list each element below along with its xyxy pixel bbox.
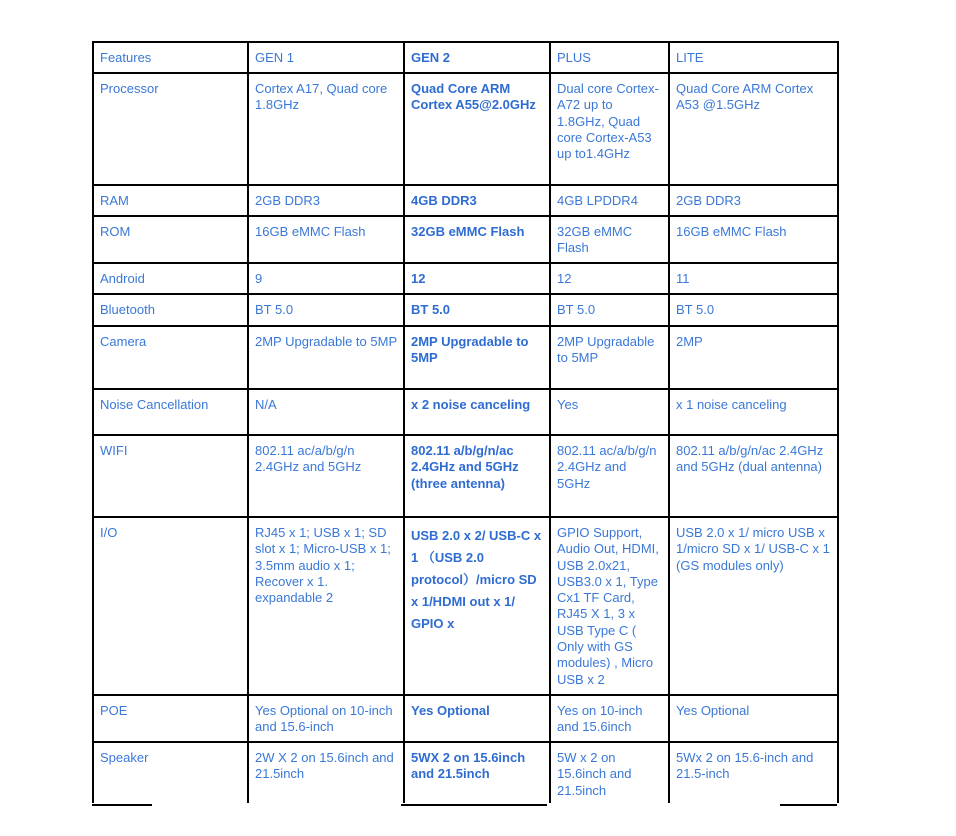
lite-cell: 2GB DDR3 (669, 185, 838, 216)
gen2-cell: 32GB eMMC Flash (404, 216, 550, 263)
lite-cell: 11 (669, 263, 838, 294)
lite-cell: Quad Core ARM Cortex A53 @1.5GHz (669, 73, 838, 185)
lite-cell: USB 2.0 x 1/ micro USB x 1/micro SD x 1/ USB-C x 1 (GS modules only) (669, 517, 838, 695)
table-row-ram (93, 185, 838, 216)
lite-cell: 16GB eMMC Flash (669, 216, 838, 263)
table-row-camera (93, 326, 838, 389)
table-row-android (93, 263, 838, 294)
gen1-cell: 16GB eMMC Flash (248, 216, 404, 263)
plus-cell: Yes on 10-inch and 15.6inch (550, 695, 669, 742)
lite-cell: BT 5.0 (669, 294, 838, 326)
feature-cell: RAM (93, 185, 248, 216)
plus-cell: GPIO Support, Audio Out, HDMI, USB 2.0x21, USB3.0 x 1, Type Cx1 TF Card, RJ45 X 1, 3 x USB Type C ( Only with GS modules) , Micro USB x 2 (550, 517, 669, 695)
gen1-cell: 9 (248, 263, 404, 294)
table-bottom-rule-left (92, 804, 152, 806)
gen1-cell: Yes Optional on 10-inch and 15.6-inch (248, 695, 404, 742)
gen1-cell: N/A (248, 389, 404, 435)
gen2-cell: 12 (404, 263, 550, 294)
plus-cell: 4GB LPDDR4 (550, 185, 669, 216)
gen2-cell: 4GB DDR3 (404, 185, 550, 216)
lite-cell: 2MP (669, 326, 838, 389)
table-row-wifi (93, 435, 838, 517)
plus-cell: Yes (550, 389, 669, 435)
header-features: Features (93, 42, 248, 73)
header-gen1: GEN 1 (248, 42, 404, 73)
gen1-cell: 802.11 ac/a/b/g/n 2.4GHz and 5GHz (248, 435, 404, 517)
gen1-cell: 2GB DDR3 (248, 185, 404, 216)
gen2-cell: x 2 noise canceling (404, 389, 550, 435)
feature-cell: Camera (93, 326, 248, 389)
gen2-cell: 5WX 2 on 15.6inch and 21.5inch (404, 742, 550, 803)
plus-cell: 32GB eMMC Flash (550, 216, 669, 263)
feature-cell: Noise Cancellation (93, 389, 248, 435)
table-bottom-rule-middle (401, 804, 547, 806)
gen2-cell: Yes Optional (404, 695, 550, 742)
gen1-cell: 2W X 2 on 15.6inch and 21.5inch (248, 742, 404, 803)
feature-cell: Processor (93, 73, 248, 185)
feature-cell: Android (93, 263, 248, 294)
gen1-cell: RJ45 x 1; USB x 1; SD slot x 1; Micro-USB x 1; 3.5mm audio x 1; Recover x 1. expandable 2 (248, 517, 404, 695)
plus-cell: 2MP Upgradable to 5MP (550, 326, 669, 389)
table-row-noise-cancellation (93, 389, 838, 435)
plus-cell: 5W x 2 on 15.6inch and 21.5inch (550, 742, 669, 803)
gen1-cell: Cortex A17, Quad core 1.8GHz (248, 73, 404, 185)
header-plus: PLUS (550, 42, 669, 73)
lite-cell: Yes Optional (669, 695, 838, 742)
table-row-processor (93, 73, 838, 185)
gen1-cell: BT 5.0 (248, 294, 404, 326)
gen2-cell: BT 5.0 (404, 294, 550, 326)
gen1-cell: 2MP Upgradable to 5MP (248, 326, 404, 389)
gen2-cell: USB 2.0 x 2/ USB-C x 1 （USB 2.0 protocol）/micro SD x 1/HDMI out x 1/ GPIO x (404, 517, 550, 695)
feature-cell: Bluetooth (93, 294, 248, 326)
table-row-poe (93, 695, 838, 742)
header-gen2: GEN 2 (404, 42, 550, 73)
feature-cell: Speaker (93, 742, 248, 803)
gen2-cell: Quad Core ARM Cortex A55@2.0GHz (404, 73, 550, 185)
table-row-io (93, 517, 838, 695)
table-row-speaker (93, 742, 838, 803)
gen2-cell: 802.11 a/b/g/n/ac 2.4GHz and 5GHz (three antenna) (404, 435, 550, 517)
table-bottom-rule-right (780, 804, 837, 806)
feature-cell: ROM (93, 216, 248, 263)
lite-cell: x 1 noise canceling (669, 389, 838, 435)
spec-comparison-table (92, 41, 839, 803)
header-lite: LITE (669, 42, 838, 73)
lite-cell: 5Wx 2 on 15.6-inch and 21.5-inch (669, 742, 838, 803)
table-header-row (93, 42, 838, 73)
table-row-rom (93, 216, 838, 263)
plus-cell: 802.11 ac/a/b/g/n 2.4GHz and 5GHz (550, 435, 669, 517)
feature-cell: I/O (93, 517, 248, 695)
feature-cell: POE (93, 695, 248, 742)
plus-cell: Dual core Cortex-A72 up to 1.8GHz, Quad core Cortex-A53 up to1.4GHz (550, 73, 669, 185)
gen2-cell: 2MP Upgradable to 5MP (404, 326, 550, 389)
plus-cell: BT 5.0 (550, 294, 669, 326)
plus-cell: 12 (550, 263, 669, 294)
lite-cell: 802.11 a/b/g/n/ac 2.4GHz and 5GHz (dual antenna) (669, 435, 838, 517)
table-row-bluetooth (93, 294, 838, 326)
feature-cell: WIFI (93, 435, 248, 517)
